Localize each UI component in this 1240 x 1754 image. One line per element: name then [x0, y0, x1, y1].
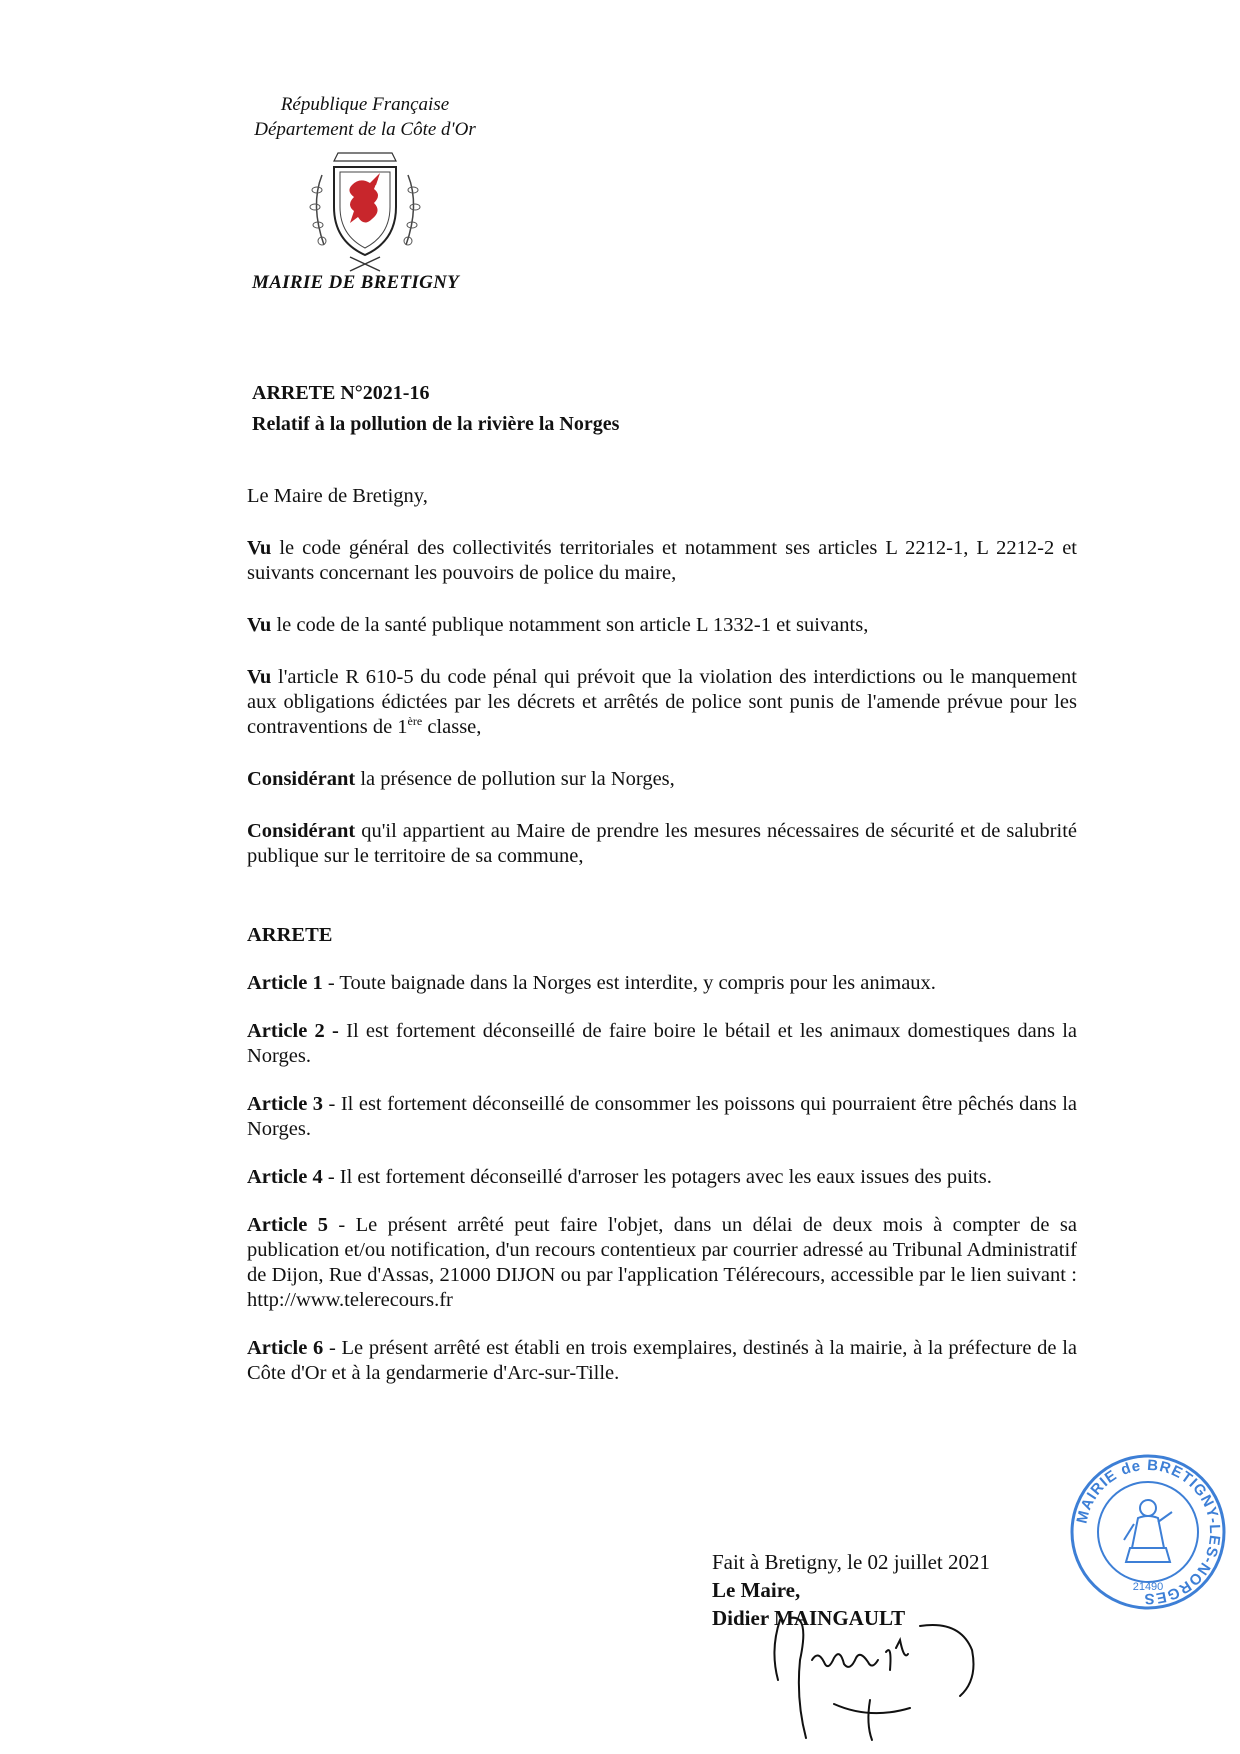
- considerant-paragraph-1: [247, 767, 1077, 792]
- vu-lead: Vu: [247, 537, 272, 559]
- considerant-text: la présence de pollution sur la Norges,: [355, 768, 675, 790]
- article-2: [247, 1019, 1077, 1069]
- handwritten-signature: [760, 1600, 990, 1750]
- stamp-ring-text: MAIRIE de BRETIGNY-LES-NORGES: [1073, 1456, 1224, 1608]
- stamp-postcode: 21490: [1132, 1581, 1164, 1593]
- superscript: ère: [407, 714, 423, 729]
- article-label: Article 4: [247, 1166, 323, 1188]
- considerant-lead: Considérant: [247, 768, 356, 790]
- vu-text-end: classe,: [422, 716, 482, 738]
- vu-paragraph-1: [247, 536, 1077, 586]
- decree-body: [247, 484, 1077, 1386]
- article-label: Article 6: [247, 1337, 324, 1359]
- article-label: Article 1: [247, 972, 323, 994]
- article-6: [247, 1336, 1077, 1386]
- arrete-heading-text: ARRETE: [247, 924, 333, 946]
- considerant-text: qu'il appartient au Maire de prendre les mesures nécessaires de sécurité et de salubrité publique sur le territoire de sa commune,: [247, 820, 1077, 867]
- republic-line: République Française: [280, 94, 450, 115]
- article-text: - Le présent arrêté est établi en trois exemplaires, destinés à la mairie, à la préfecture de la Côte d'Or et à la gendarmerie d'Arc-sur-Tille.: [247, 1337, 1077, 1384]
- place-date: Fait à Bretigny, le 02 juillet 2021: [712, 1550, 991, 1574]
- article-label: Article 5: [247, 1214, 328, 1236]
- decree-title-block: [252, 378, 619, 440]
- article-label: Article 2 -: [247, 1020, 339, 1042]
- vu-text: le code de la santé publique notamment son article L 1332-1 et suivants,: [271, 614, 869, 636]
- article-1: [247, 971, 1077, 996]
- official-stamp: [1068, 1452, 1228, 1612]
- vu-lead: Vu: [247, 614, 272, 636]
- article-label: Article 3: [247, 1093, 324, 1115]
- signatory-name: Didier MAINGAULT: [712, 1606, 906, 1630]
- vu-text: le code général des collectivités territoriales et notamment ses articles L 2212-1, L 2212-2 et suivants concernant les pouvoirs de police du maire,: [247, 537, 1077, 584]
- considerant-lead: Considérant: [247, 820, 356, 842]
- vu-paragraph-3: [247, 665, 1077, 740]
- vu-text: l'article R 610-5 du code pénal qui prévoit que la violation des interdictions ou le manquement aux obligations édictées par les décrets et arrêtés de police sont punis de l'amende prévue pour les contraventions de 1: [247, 666, 1077, 738]
- decree-number: ARRETE N°2021-16: [252, 382, 430, 404]
- article-text: Il est fortement déconseillé de faire boire le bétail et les animaux domestiques dans la Norges.: [247, 1020, 1077, 1067]
- mairie-title: MAIRIE DE BRETIGNY: [252, 272, 460, 293]
- decree-subject: Relatif à la pollution de la rivière la Norges: [252, 413, 620, 435]
- vu-lead: Vu: [247, 666, 272, 688]
- article-text: - Il est fortement déconseillé d'arroser les potagers avec les eaux issues des puits.: [322, 1166, 992, 1188]
- article-text: - Le présent arrêté peut faire l'objet, dans un délai de deux mois à compter de sa publication et/ou notification, d'un recours contentieux par courrier adressé au Tribunal Administratif de Dijon, Rue d'Assas, 21000 DIJON ou par l'application Télérecours, accessible par le lien suivant : http://www.telerecours.fr: [247, 1214, 1077, 1311]
- department-line: Département de la Côte d'Or: [254, 119, 476, 140]
- article-text: - Toute baignade dans la Norges est interdite, y compris pour les animaux.: [322, 972, 936, 994]
- coat-of-arms-logo: [300, 145, 430, 275]
- considerant-paragraph-2: [247, 819, 1077, 869]
- signatory-role: Le Maire,: [712, 1578, 801, 1602]
- vu-paragraph-2: [247, 613, 1077, 638]
- article-5: [247, 1213, 1077, 1313]
- article-3: [247, 1092, 1077, 1142]
- article-4: [247, 1165, 1077, 1190]
- arrete-heading: [247, 923, 1077, 948]
- header-block: [250, 92, 480, 142]
- article-text: - Il est fortement déconseillé de consommer les poissons qui pourraient être pêchés dans la Norges.: [247, 1093, 1077, 1140]
- salutation: Le Maire de Bretigny,: [247, 485, 428, 507]
